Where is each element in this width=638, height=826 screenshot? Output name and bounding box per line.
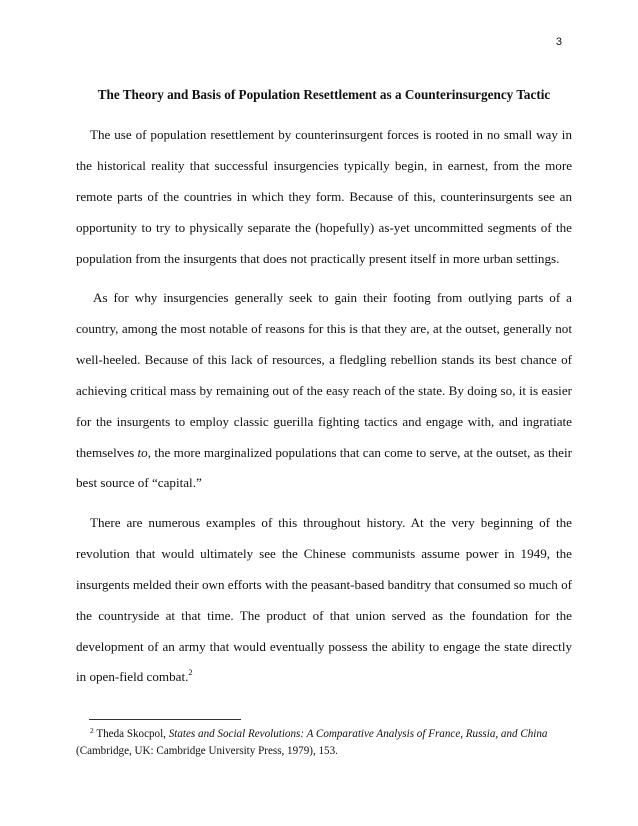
footnote xyxy=(76,726,576,760)
paragraph-3 xyxy=(76,508,572,693)
body-text xyxy=(76,120,572,693)
footnote-mark: 2 xyxy=(90,726,94,735)
section-title: The Theory and Basis of Population Resettlement as a Counterinsurgency Tactic xyxy=(97,87,551,102)
page-number: 3 xyxy=(555,36,562,48)
footnote-work-title: States and Social Revolutions: A Comparative Analysis of France, Russia, and China xyxy=(168,728,548,740)
paragraph-2 xyxy=(76,283,572,499)
paragraph-2-italic-word: to xyxy=(137,444,148,460)
footnote-publication: (Cambridge, UK: Cambridge University Press, 1979), 153. xyxy=(76,745,338,757)
paragraph-1-text: The use of population resettlement by counterinsurgent forces is rooted in no small way in the historical reality that successful insurgencies typically begin, in earnest, from the more remote parts of the countries in which they form. Because of this, counterinsurgents see an opportunity to try to physically separate the (hopefully) as-yet uncommitted segments of the population from the insurgents that does not practically present itself in more urban settings. xyxy=(76,127,572,266)
paragraph-3-text: There are numerous examples of this throughout history. At the very beginning of the revolution that would ultimately see the Chinese communists assume power in 1949, the insurgents melded their own efforts with the peasant-based banditry that consumed so much of the countryside at that time. The product of that union served as the foundation for the development of an army that would eventually possess the ability to engage the state directly in open-field combat. xyxy=(76,514,572,685)
footnote-divider xyxy=(89,719,241,720)
paragraph-2-text-start: As for why insurgencies generally seek to gain their footing from outlying parts of a country, among the most notable of reasons for this is that they are, at the outset, generally not well-heeled. Because of this lack of resources, a fledgling rebellion stands its best chance of achieving critical mass by remaining out of the easy reach of the state. By doing so, it is easier for the insurgents to employ classic guerilla fighting tactics and engage with, and ingratiate themselves xyxy=(76,290,572,460)
footnote-author: Theda Skocpol, xyxy=(96,728,166,740)
paragraph-1 xyxy=(76,120,572,275)
paragraph-2-text-end: , the more marginalized populations that can come to serve, at the outset, as their best source of “capital.” xyxy=(76,444,572,491)
footnote-reference: 2 xyxy=(188,667,193,678)
